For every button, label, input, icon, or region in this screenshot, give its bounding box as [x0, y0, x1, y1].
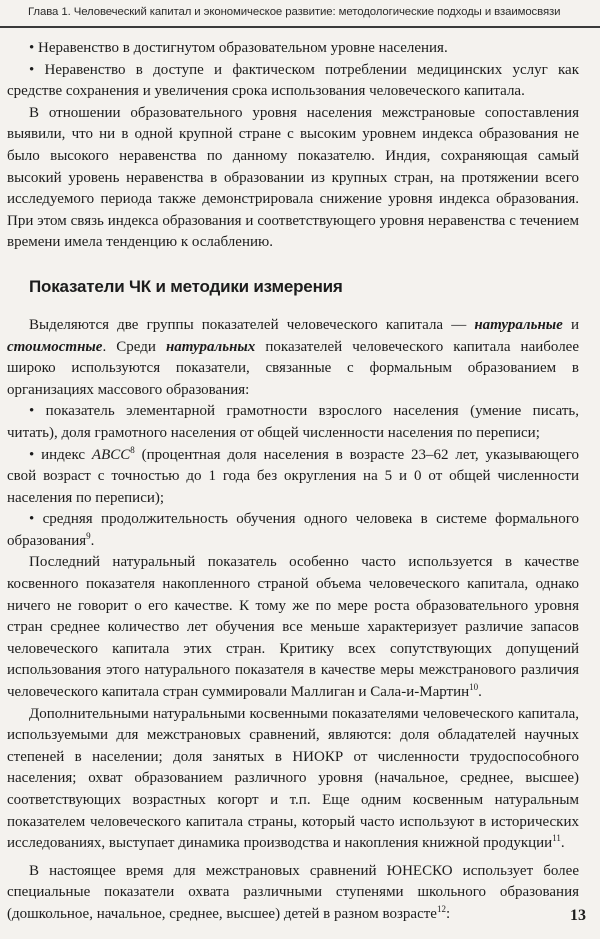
paragraph-unesco: В настоящее время для межстрановых сравнений ЮНЕСКО использует более специальные показатели охвата различными ступенями школьного образования (дошкольное, начальное, среднее, высшее) детей в разном возрасте$^{12}$: [7, 862, 579, 922]
footnote-ref-11: 11 [552, 833, 561, 844]
bullet-literacy: • показатель элементарной грамотности взрослого населения (умение писать, читать), доля грамотного населения от общей численности населения по переписи; [7, 403, 579, 441]
paragraph-last-indicator: Последний натуральный показатель особенно часто используется в качестве косвенного показателя накопленного страной объема человеческого капитала, однако ничего не говорит о его качестве. К тому же по мере роста образовательного уровня стран среднее количество лет обучения все меньше характеризует различие запасов человеческого капитала этих стран. Критику всех сопутствующих допущений использования этого натурального показателя в качестве меры межстранового различия человеческого капитала стран суммировали Маллиган и Сала-и-Мартин$^{10}$. [7, 554, 579, 701]
bullet-abcc-index: • индекс ABCC$^8$ (процентная доля населения в возрасте 23–62 лет, указывающего свой возраст с точностью до 1 года без округления на 5 и 0 от общей численности населения по переписи); [7, 444, 579, 506]
paragraph-education-level: В отношении образовательного уровня населения межстрановые сопоставления выявили, что ни в одной крупной стране с высоким уровнем индекса образования не было высокого неравенства по данному показателю. Индия, сохраняющая самый высокий уровень неравенства в образовании из крупных стран, на протяжении всего исследуемого периода также демонстрировала снижение уровня индекса образования. При этом связь индекса образования и соответствующего уровня неравенства с течением времени имела тенденцию к ослаблению. [7, 104, 579, 251]
footnote-ref-10: 10 [469, 682, 479, 693]
paragraph-additional-indicators: Дополнительными натуральными косвенными показателями человеческого капитала, используемыми для межстрановых сравнений, являются: доля обладателей научных степеней в населении; доля занятых в НИОКР от численности трудоспособного населения; охват образованием различного уровня (начальное, среднее, высшее) соответствующих возрастных когорт и т.п. Еще одним косвенным натуральным показателем человеческого капитала страны, который часто используют в исторических исследованиях, выступает динамика производства и накопления книжной продукции$^{11}$. [7, 705, 579, 852]
page-body [7, 38, 579, 926]
page-number: 13 [570, 907, 586, 924]
bullet-schooling-years: • средняя продолжительность обучения одного человека в системе формального образования$^9$. [7, 511, 579, 549]
section-heading: Показатели ЧК и методики измерения [29, 276, 343, 296]
footnote-ref-12: 12 [436, 903, 446, 914]
footnote-ref-8: 8 [130, 444, 135, 455]
bullet-education-inequality: • Неравенство в достигнутом образовательном уровне населения. [29, 40, 448, 56]
running-header: Глава 1. Человеческий капитал и экономическое развитие: методологические подходы и взаимосвязи [28, 6, 561, 18]
header-rule [0, 26, 600, 28]
paragraph-indicator-groups: Выделяются две группы показателей человеческого капитала — натуральные и стоимостные. Среди натуральных показателей человеческого капитала наиболее широко используются показатели, связанные с формальным образованием в организациях массового образования: [7, 316, 579, 398]
footnote-ref-9: 9 [86, 530, 91, 541]
bullet-health-inequality: • Неравенство в доступе и фактическом потреблении медицинских услуг как средстве сохранения и увеличения срока использования человеческого капитала. [7, 61, 579, 100]
